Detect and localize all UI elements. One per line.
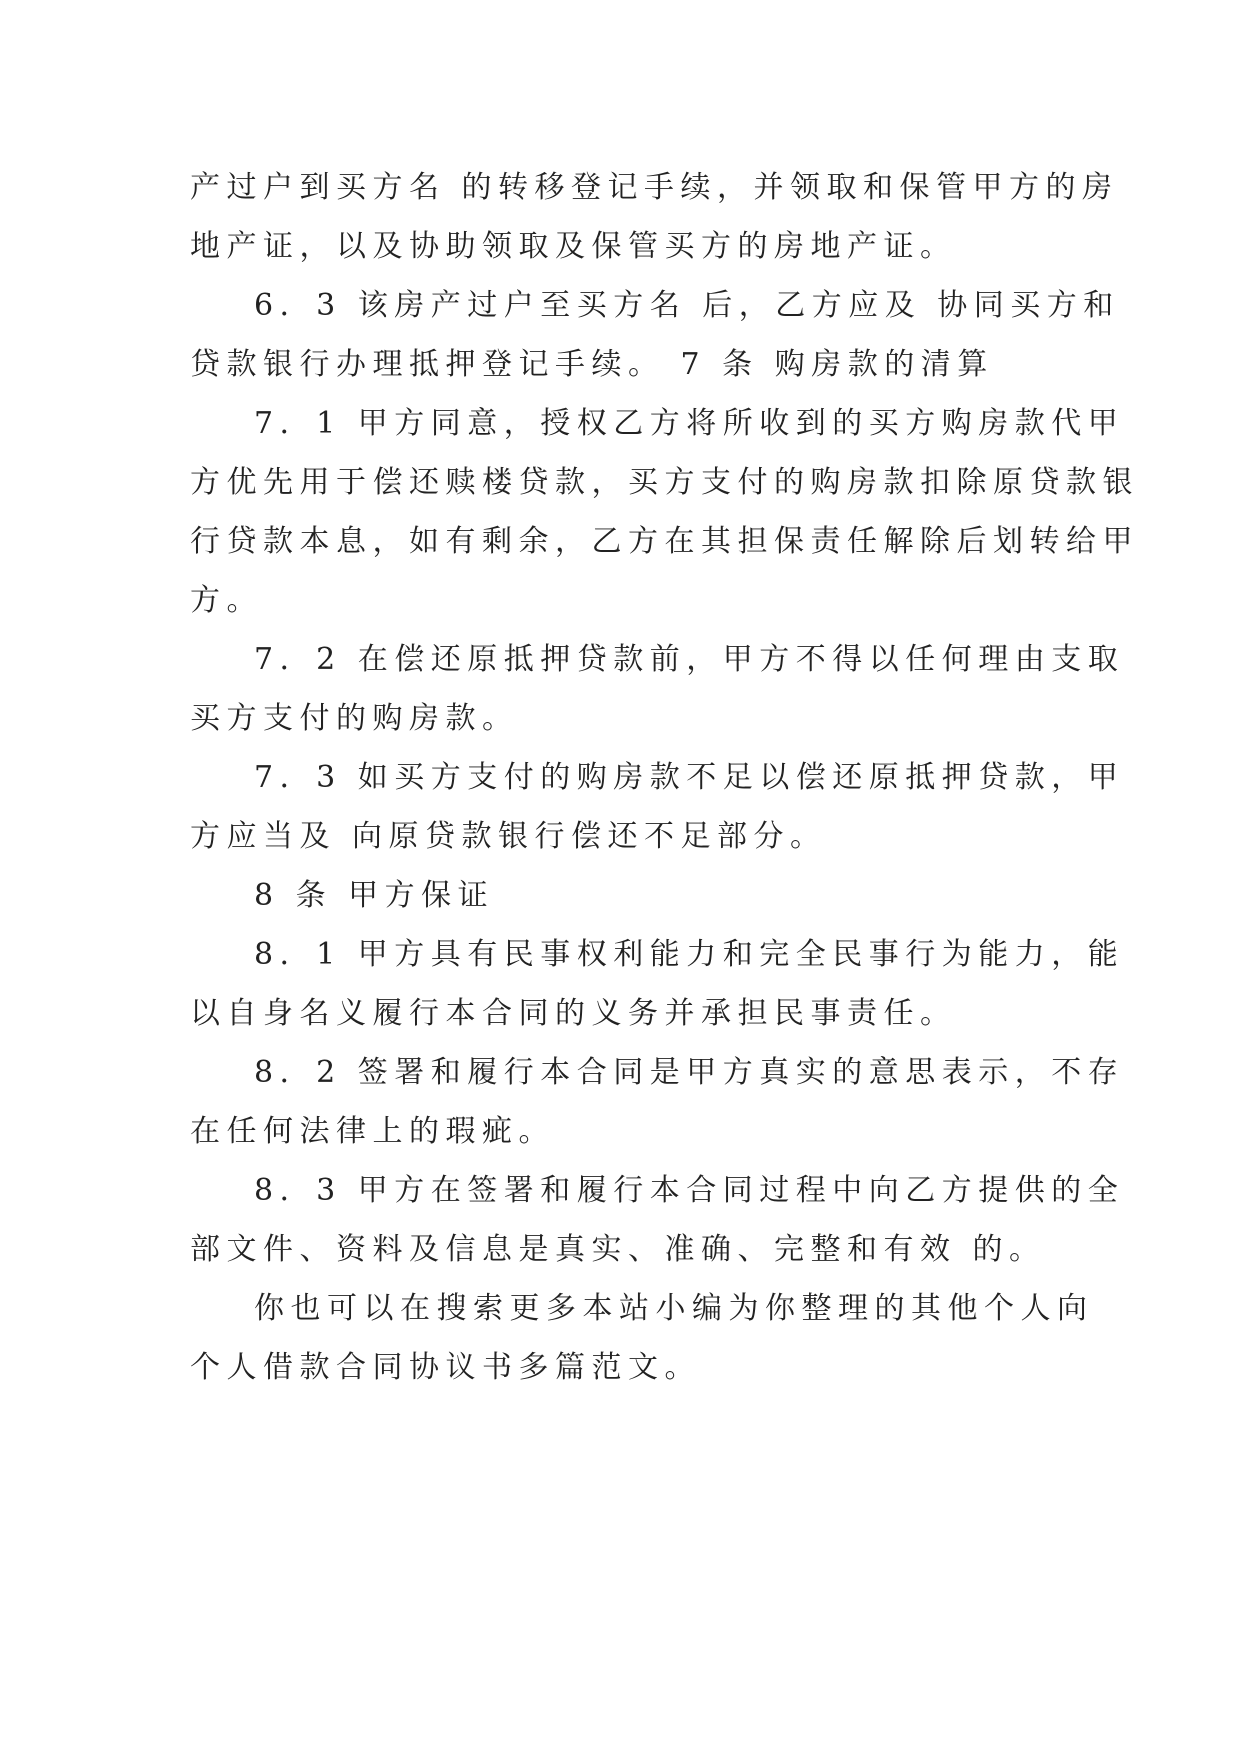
clause-6-3-line: 6．3 该房产过户至买方名 后，乙方应及 协同买方和 (254, 288, 1120, 323)
clause-8-1-line: 8．1 甲方具有民事权利能力和完全民事行为能力，能 (254, 937, 1125, 972)
text-line: 贷款银行办理抵押登记手续。 7 条 购房款的清算 (190, 347, 994, 382)
clause-7-1-line: 7．1 甲方同意，授权乙方将所收到的买方购房款代甲 (254, 406, 1125, 441)
clause-8-3-line: 8．3 甲方在签署和履行本合同过程中向乙方提供的全 (254, 1173, 1125, 1208)
text-line: 买方支付的购房款。 (190, 701, 519, 736)
text-line: 方应当及 向原贷款银行偿还不足部分。 (190, 819, 827, 854)
text-line: 方。 (190, 583, 263, 618)
text-line: 产过户到买方名 的转移登记手续，并领取和保管甲方的房 (190, 170, 1119, 205)
text-line: 地产证，以及协助领取及保管买方的房地产证。 (190, 229, 957, 264)
clause-7-2-line: 7．2 在偿还原抵押贷款前，甲方不得以任何理由支取 (254, 642, 1125, 677)
document-body (190, 158, 1139, 1397)
text-line: 部文件、资料及信息是真实、准确、完整和有效 的。 (190, 1232, 1046, 1267)
text-line: 方优先用于偿还赎楼贷款，买方支付的购房款扣除原贷款银 (190, 465, 1139, 500)
clause-8-2-line: 8．2 签署和履行本合同是甲方真实的意思表示，不存 (254, 1055, 1125, 1090)
closing-note-line: 你也可以在搜索更多本站小编为你整理的其他个人向 (254, 1291, 1094, 1326)
text-line: 个人借款合同协议书多篇范文。 (190, 1350, 701, 1385)
clause-7-3-line: 7．3 如买方支付的购房款不足以偿还原抵押贷款，甲 (254, 760, 1125, 795)
text-line: 行贷款本息，如有剩余，乙方在其担保责任解除后划转给甲 (190, 524, 1139, 559)
text-line: 以自身名义履行本合同的义务并承担民事责任。 (190, 996, 957, 1031)
section-8-heading: 8 条 甲方保证 (254, 878, 495, 913)
text-line: 在任何法律上的瑕疵。 (190, 1114, 555, 1149)
